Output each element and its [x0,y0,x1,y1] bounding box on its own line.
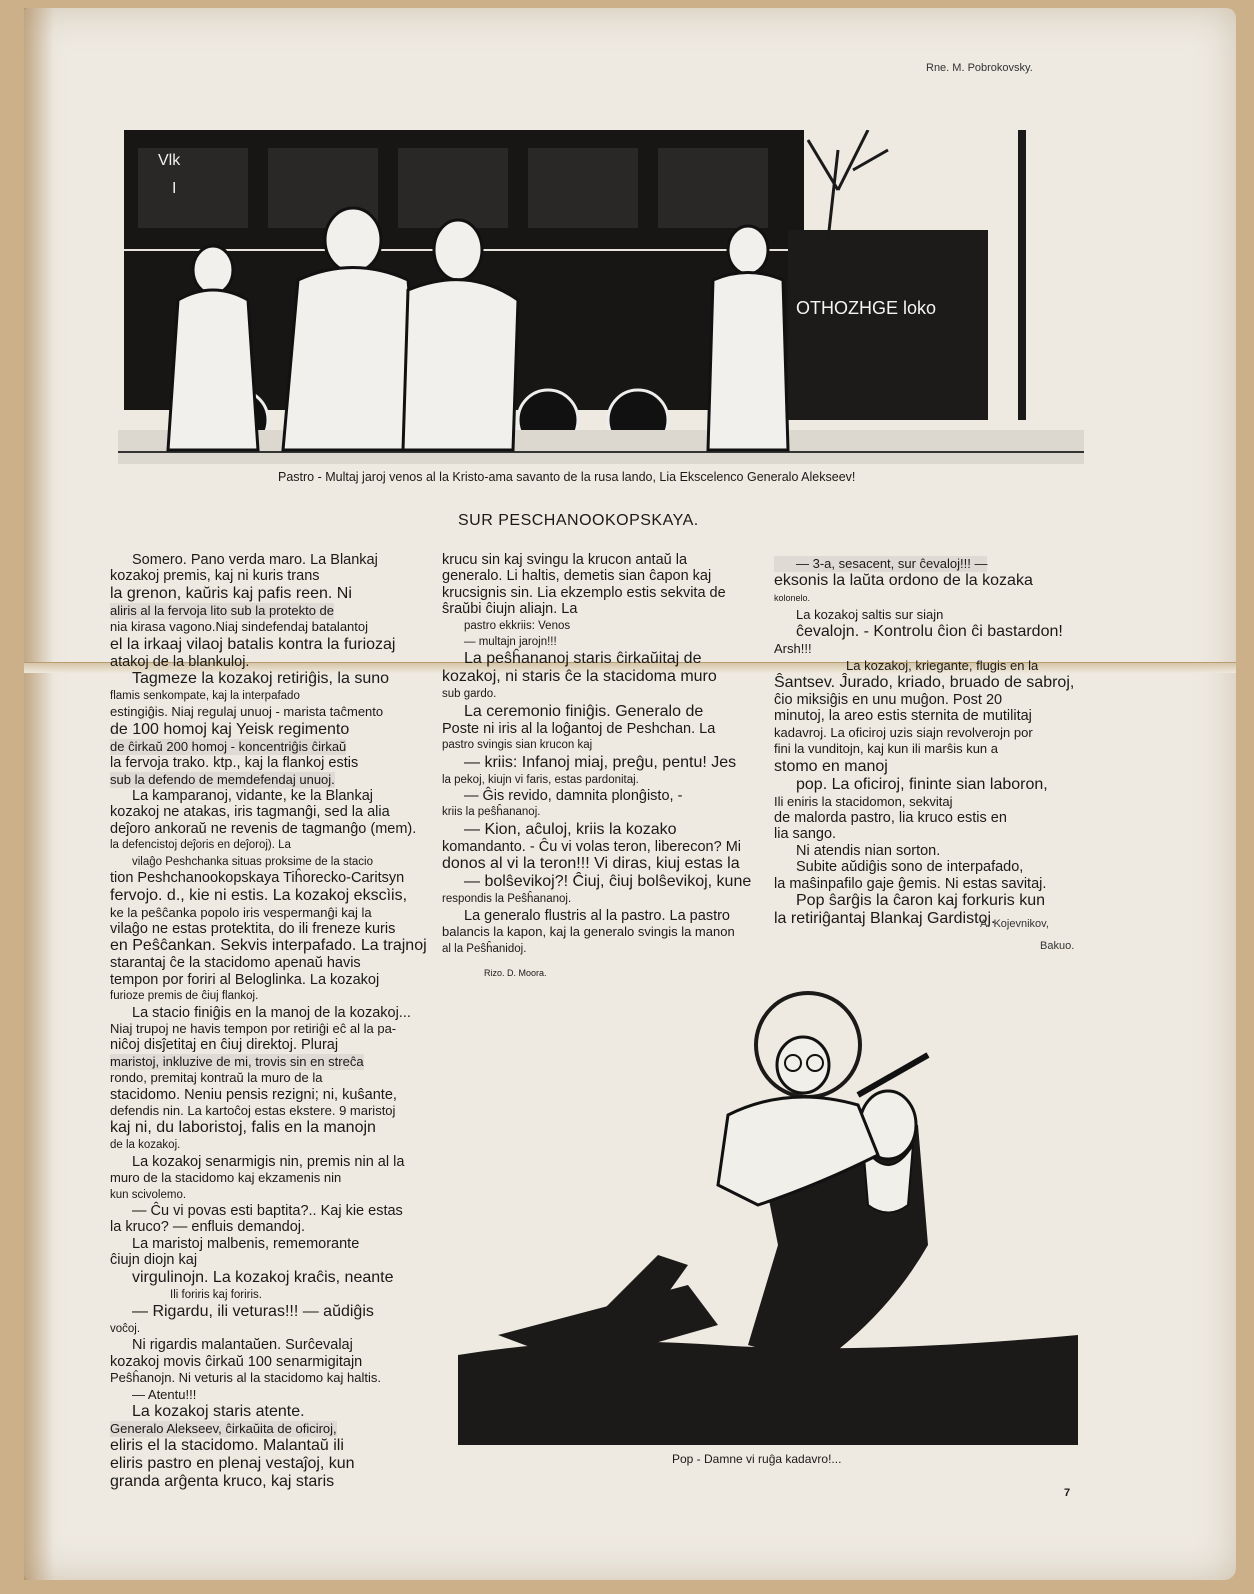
article-line: stomo en manoj [774,757,888,775]
article-line: Generalo Alekseev, ĉirkaŭita de oficiroj, [110,1421,337,1437]
article-line: Pop ŝarĝis la ĉaron kaj forkuris kun [796,892,1045,910]
article-line: Ili foriris kaj foriris. [170,1288,263,1301]
artist-credit-bottom: Rizo. D. Moora. [484,968,547,978]
article-line: La peŝĥananoj staris ĉirkaŭitaj de [464,650,702,668]
top-illustration-train-scene [118,130,1084,464]
article-line: Somero. Pano verda maro. La Blankaj [132,552,378,568]
article-column-1 [110,552,430,1491]
article-line: Ŝantsev. Ĵurado, kriado, bruado de sabroj, [774,674,1075,692]
article-line: lia sango. [774,826,837,843]
article-line: Ni atendis nian sorton. [796,842,941,859]
article-place: Bakuo. [1040,940,1075,952]
article-line: eliris pastro en plenaj vestaĵoj, kun [110,1455,355,1473]
article-line: aliris al la fervoja lito sub la protekto de [110,602,335,618]
article-line: vilaĝo Peshchanka situas proksime de la stacio [132,855,373,868]
article-line: maristoj, inkluzive de mi, trovis sin en streĉa [110,1053,364,1069]
article-line: ŝraŭbi ĉiujn aliajn. La [442,601,578,618]
article-line: la grenon, kaŭris kaj pafis reen. Ni [110,584,352,602]
article-line: voĉoj. [110,1323,141,1336]
article-line: tion Peshchanookopskaya Tiĥorecko-Caritsyn [110,870,405,887]
article-line: pop. La oficiroj, fininte sian laboron, [796,775,1048,793]
page-spine-shadow [24,8,54,1580]
article-line: Arsh!!! [774,641,812,657]
article-line: pastro svingis sian krucon kaj [442,739,593,752]
article-line: La kozakoj senarmigis nin, premis nin al la [132,1153,405,1170]
article-line: kaj ni, du laboristoj, falis en la manojn [110,1119,376,1137]
article-line: stacidomo. Neniu pensis rezigni; ni, kuŝante, [110,1086,397,1103]
article-line: eksonis la laŭta ordono de la kozaka [774,572,1033,590]
artist-credit-top: Rne. M. Pobrokovsky. [926,62,1033,74]
page-number: 7 [1064,1487,1071,1499]
article-line: al la Peŝĥanidoj. [442,942,527,955]
article-line: krucsignis sin. Lia ekzemplo estis sekvita de [442,584,726,601]
article-line: ĉevalojn. - Kontrolu ĉion ĉi bastardon! [796,623,1063,641]
article-line: de ĉirkaŭ 200 homoj - koncentriĝis ĉirkaŭ [110,738,347,754]
article-line: ĉiujn diojn kaj [110,1252,198,1269]
article-line: respondis la Peŝĥananoj. [442,893,572,906]
article-line: la defencistoj deĵoris en deĵoroj). La [110,839,291,852]
article-line: defendis nin. La kartoĉoj estas ekstere. 9 maristoj [110,1102,396,1118]
article-line: la retiriĝantaj Blankaj Gardistoj. [774,910,996,928]
article-line: Subite aŭdiĝis sono de interpafado, [796,859,1024,876]
article-line: La kozakoj staris atente. [132,1403,305,1421]
article-line: La stacio finiĝis en la manoj de la kozakoj... [132,1004,411,1021]
article-line: kozakoj ne atakas, iris tagmanĝi, sed la alia [110,804,390,821]
article-line: el la irkaaj vilaoj batalis kontra la furiozaj [110,635,396,653]
article-line: Ili eniris la stacidomon, sekvitaj [774,793,953,809]
illustration-label-i: I [172,180,177,197]
article-title: SUR PESCHANOOKOPSKAYA. [458,512,699,529]
article-line: tempon por foriri al Beloglinka. La kozakoj [110,971,380,988]
article-line: de malorda pastro, lia kruco estis en [774,810,1007,827]
article-line: pastro ekkriis: Venos [464,619,571,632]
article-line: Niaj trupoj ne havis tempon por retiriĝi eĉ al la pa- [110,1020,397,1036]
illustration-label-vlk: Vlk [158,152,181,169]
article-line: Ni rigardis malantaŭen. Surĉevalaj [132,1337,353,1354]
article-line: atakoj de la blankuloj. [110,653,250,670]
article-line: balancis la kapon, kaj la generalo svingis la manon [442,924,735,940]
article-line: ke la peŝĉanka popolo iris vespermanĝi kaj la [110,904,372,920]
article-line: krucu sin kaj svingu la krucon antaŭ la [442,552,688,568]
article-line: flamis senkompate, kaj la interpafado [110,690,300,703]
article-line: La ceremonio finiĝis. Generalo de [464,702,704,720]
article-line: fini la vunditojn, kaj kun ili marŝis kun a [774,741,998,757]
article-line: vilaĝo ne estas protektita, do ili freneze kuris [110,920,396,937]
article-line: starantaj ĉe la stacidomo apenaŭ havis [110,955,361,972]
article-line: kriis la peŝĥananoj. [442,806,541,819]
article-line: generalo. Li haltis, demetis sian ĉapon kaj [442,568,712,585]
article-line: Poste ni iris al la loĝantoj de Peshchan. La [442,720,716,737]
article-line: — kriis: Infanoj miaj, preĝu, pentu! Jes [464,753,737,771]
bottom-illustration-caption: Pop - Damne vi ruĝa kadavro!... [672,1452,842,1466]
article-line: ĉio miksiĝis en unu muĝon. Post 20 [774,692,1003,709]
article-line: la pekoj, kiujn vi faris, estas pardonitaj. [442,773,639,786]
article-line: — Kion, aĉuloj, kriis la kozako [464,820,677,838]
article-line: en Peŝĉankan. Sekvis interpafado. La trajnoj [110,937,427,955]
article-line: fervojo. d., kie ni estis. La kozakoj ekscìis, [110,886,408,904]
article-line: — multajn jarojn!!! [464,636,557,649]
article-line: La kamparanoj, vidante, ke la Blankaj [132,788,374,805]
article-line: minutoj, la areo estis sternita de mutilitaj [774,708,1032,725]
article-line: — Rigardu, ili veturas!!! — aŭdiĝis [132,1303,374,1321]
article-line: — Atentu!!! [132,1386,197,1402]
article-line: sub gardo. [442,688,497,701]
article-line: kozakoj, ni staris ĉe la stacidoma muro [442,668,717,686]
article-line: kun scivolemo. [110,1188,187,1201]
article-line: kozakoj premis, kaj ni kuris trans [110,568,320,585]
article-line: La generalo flustris al la pastro. La pastro [464,907,730,924]
illustration-station-label: OTHOZHGE loko [796,298,937,318]
bottom-illustration-priests-scene [458,985,1078,1445]
article-line: la fervoja trako. ktp., kaj la flankoj estis [110,755,359,772]
article-line: kozakoj movis ĉirkaŭ 100 senarmigitajn [110,1353,363,1370]
article-line: furioze premis de ĉiuj flankoj. [110,990,259,1003]
article-line: donos al vi la teron!!! Vi diras, kiuj estas la [442,855,740,873]
article-line: rondo, premitaj kontraŭ la muro de la [110,1070,323,1086]
article-line: deĵoro ankoraŭ ne revenis de tagmanĝo (mem). [110,820,417,837]
article-line: la kruco? — enfluis demandoj. [110,1219,306,1236]
article-line: — Ĉu vi povas esti baptita?.. Kaj kie estas [132,1203,403,1219]
article-line: — Ĝis revido, damnita plonĝisto, - [464,788,683,805]
article-line: La kozakoj saltis sur siajn [796,606,944,622]
article-line: estingiĝis. Niaj regulaj unuoj - marista taĉmento [110,704,384,720]
article-line: eliris el la stacidomo. Malantaŭ ili [110,1437,344,1455]
article-line: — bolŝevikoj?! Ĉiuj, ĉiuj bolŝevikoj, kune [464,873,752,891]
article-line: virgulinojn. La kozakoj kraĉis, neante [132,1268,394,1286]
article-line: kolonelo. [774,593,811,604]
article-line: Peŝĥanojn. Ni veturis al la stacidomo kaj haltis. [110,1370,381,1386]
article-line: kadavroj. La oficiroj uzis siajn revolverojn por [774,724,1033,740]
article-line: niĉoj disĵetitaj en ĉiuj direktoj. Pluraj [110,1037,339,1054]
article-line: sub la defendo de memdefendaj unuoj. [110,771,335,787]
article-line: de la kozakoj. [110,1139,181,1152]
top-illustration-caption: Pastro - Multaj jaroj venos al la Kristo-ama savanto de la rusa lando, Lia Ekscelenco Generalo Alekseev! [278,470,856,484]
article-line: de 100 homoj kaj Yeisk regimento [110,720,350,738]
article-line: nia kirasa vagono.Niaj sindefendaj batalantoj [110,619,369,635]
article-line: La kozakoj, kriegante, flugis en la [846,657,1039,673]
article-line: La maristoj malbenis, rememorante [132,1235,360,1252]
article-line: — 3-a, sesacent, sur ĉevaloj!!! — [774,556,987,572]
article-line: la maŝinpafilo gaje ĝemis. Ni estas savitaj. [774,875,1047,892]
article-line: granda arĝenta kruco, kaj staris [110,1473,335,1491]
article-author: A. Kojevnikov, [980,918,1049,930]
article-column-2 [442,552,762,957]
article-column-3 [774,556,1084,928]
article-line: Tagmeze la kozakoj retiriĝis, la suno [132,670,390,688]
article-line: muro de la stacidomo kaj ekzamenis nin [110,1170,342,1186]
article-line: komandanto. - Ĉu vi volas teron, liberecon? Mi [442,838,742,855]
